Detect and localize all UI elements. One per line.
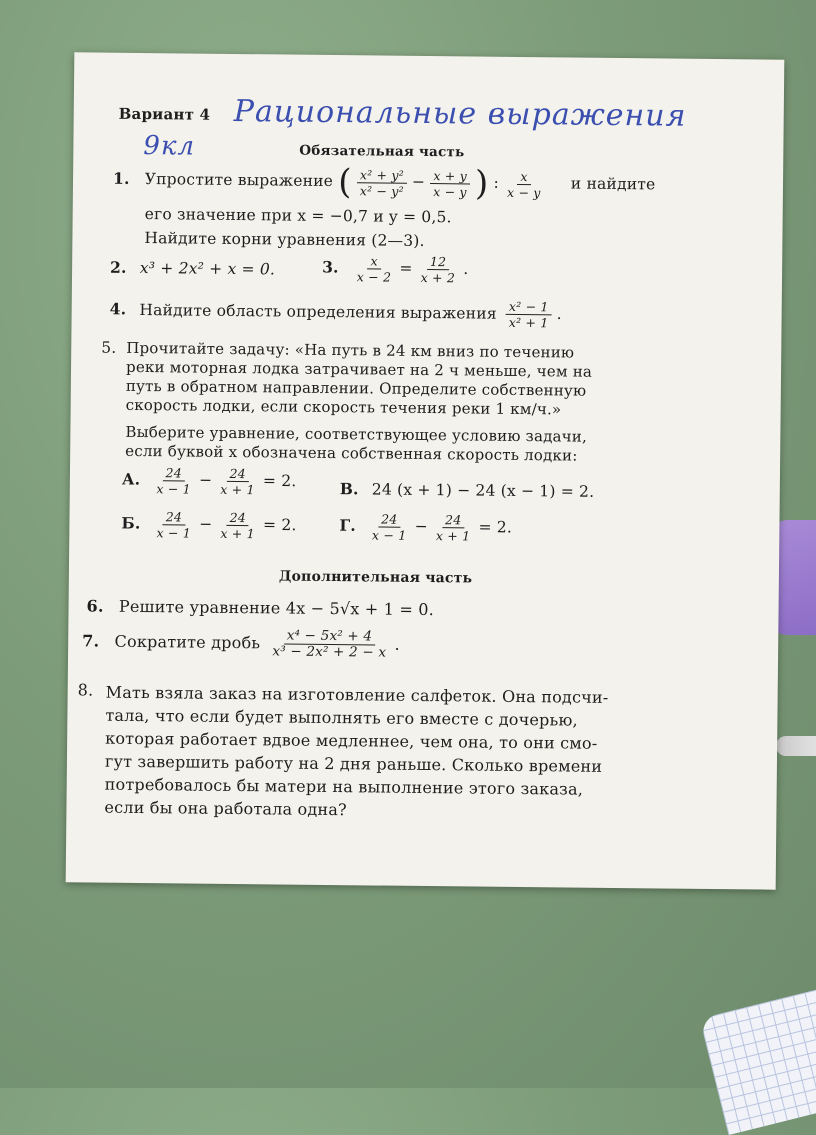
period: .: [394, 634, 400, 654]
section-mandatory-heading: Обязательная часть: [299, 142, 465, 161]
variant-label: Вариант 4: [118, 104, 211, 124]
fraction-denominator: x³ − 2x² + 2 − x: [272, 643, 387, 661]
fraction-numerator: x: [367, 253, 380, 269]
option-fraction: [153, 465, 194, 496]
fraction-numerator: 12: [427, 254, 449, 270]
option-v: [340, 479, 595, 501]
fraction-numerator: x² − 1: [506, 299, 552, 315]
minus-sign: −: [198, 471, 213, 490]
equals-sign: =: [399, 259, 413, 278]
section-additional-heading: Дополнительная часть: [278, 568, 473, 587]
task-8-line: если бы она работала одна?: [104, 797, 347, 820]
task-4: [110, 295, 562, 331]
task-5-line: путь в обратном направлении. Определите собственную: [125, 376, 587, 400]
task-6: [86, 596, 434, 619]
fraction-denominator: x² − y²: [359, 182, 404, 199]
worksheet-page: [66, 52, 785, 889]
option-fraction: [153, 509, 194, 540]
fraction-numerator: 24: [226, 466, 248, 482]
task-7-fraction: [269, 628, 389, 660]
task-1-text-b: и найдите: [570, 174, 656, 194]
task-7-number: 7.: [82, 631, 100, 651]
fraction-numerator: 24: [227, 510, 249, 526]
fraction-numerator: 24: [163, 465, 185, 481]
task-1-text-a: Упростите выражение: [144, 170, 334, 191]
task-5-line: скорость лодки, если скорость течения реки 1 км/ч.»: [125, 395, 562, 419]
fraction-denominator: x² + 1: [508, 314, 549, 331]
option-fraction: [217, 510, 258, 541]
fraction-denominator: x − 1: [156, 481, 191, 497]
task-5-text: [125, 339, 592, 466]
option-rhs: = 2.: [263, 515, 297, 535]
fraction-denominator: x − 1: [156, 525, 192, 541]
task-4-text: Найдите область определения выражения: [139, 300, 497, 323]
minus-sign: −: [414, 517, 428, 536]
grid-paper-corner: [700, 985, 816, 1135]
task-5-line: реки моторная лодка затрачивает на 2 ч меньше, чем на: [125, 357, 593, 381]
task-6-text: Решите уравнение 4x − 5√x + 1 = 0.: [118, 596, 435, 620]
fraction-numerator: x² + y²: [357, 167, 407, 184]
fraction-numerator: x⁴ − 5x² + 4: [284, 629, 376, 646]
option-label: Г.: [339, 515, 357, 535]
task-8-line: Мать взяла заказ на изготовление салфеток. Она подсчи-: [105, 682, 609, 707]
fraction-denominator: x + 1: [220, 481, 255, 498]
task-5-number: 5.: [101, 338, 117, 357]
fraction-numerator: 24: [163, 509, 185, 525]
fraction-numerator: x: [517, 168, 530, 184]
option-g: [339, 511, 512, 544]
fraction-denominator: x − y: [433, 183, 467, 199]
task-8-number: 8.: [77, 680, 94, 700]
task-7: [82, 626, 400, 660]
option-a: [122, 465, 297, 498]
fraction-denominator: x + 2: [420, 269, 456, 286]
option-rhs: = 2.: [262, 471, 297, 491]
handwritten-title: Рациональные выражения: [233, 93, 687, 134]
option-fraction: [369, 511, 410, 542]
task-1: [113, 163, 656, 203]
minus-sign: −: [199, 515, 213, 534]
task-5-line: если буквой x обозначена собственная скорость лодки:: [125, 441, 578, 465]
option-rhs: = 2.: [478, 518, 513, 537]
option-label: Б.: [121, 513, 141, 533]
task-1-number: 1.: [112, 168, 130, 188]
option-b: [121, 509, 297, 542]
handwritten-class: 9кл: [143, 131, 196, 162]
task-2: [110, 258, 275, 279]
colon-sign: :: [493, 173, 500, 192]
task-3-number: 3.: [322, 257, 339, 277]
task-8-line: тала, что если будет выполнять его вместе с дочерью,: [105, 705, 578, 730]
task-4-number: 4.: [109, 299, 127, 319]
task-3-fraction-1: [354, 253, 395, 284]
task-1-line-2: его значение при x = −0,7 и y = 0,5.: [144, 205, 452, 227]
fraction-numerator: x + y: [430, 168, 470, 184]
paren-open: (: [338, 162, 352, 203]
fraction-denominator: x − 1: [371, 527, 407, 543]
pen-tip-decoration: [776, 736, 816, 756]
fraction-1-3: [504, 168, 544, 199]
fraction-denominator: x + 1: [220, 525, 255, 542]
fraction-denominator: x + 1: [435, 528, 471, 544]
task-2-number: 2.: [110, 257, 127, 277]
task-8-line: которая работает вдвое медленнее, чем она, то они смо-: [105, 728, 598, 753]
period: .: [556, 304, 562, 323]
fraction-denominator: x − 2: [356, 269, 392, 285]
fraction-1-1: [357, 167, 407, 199]
task-8-line: потребовалось бы матери на выполнение этого заказа,: [104, 774, 584, 799]
option-fraction: [217, 466, 258, 497]
option-equation: 24 (x + 1) − 24 (x − 1) = 2.: [371, 480, 595, 501]
fraction-denominator: x − y: [506, 184, 541, 200]
task-3-fraction-2: [418, 254, 459, 285]
task-8-line: гут завершить работу на 2 дня раньше. Сколько времени: [104, 751, 603, 776]
fraction-numerator: 24: [442, 512, 464, 528]
roots-heading: Найдите корни уравнения (2—3).: [144, 229, 425, 250]
minus-sign: −: [411, 172, 426, 191]
option-label: А.: [121, 469, 141, 489]
task-3: [322, 253, 469, 286]
fraction-1-2: [430, 168, 470, 199]
fraction-numerator: 24: [378, 512, 400, 528]
task-5-line: Выберите уравнение, соответствующее условию задачи,: [125, 422, 588, 446]
task-2-equation: x³ + 2x² + x = 0.: [139, 259, 276, 279]
task-7-text: Сократите дробь: [114, 631, 261, 653]
option-fraction: [433, 512, 474, 543]
period: .: [463, 259, 469, 278]
task-6-number: 6.: [86, 596, 104, 616]
task-4-fraction: [506, 299, 552, 330]
paren-close: ): [474, 163, 489, 204]
task-5-line: Прочитайте задачу: «На путь в 24 км вниз по течению: [126, 338, 575, 362]
task-8-text: [104, 681, 608, 824]
option-label: В.: [339, 479, 359, 499]
